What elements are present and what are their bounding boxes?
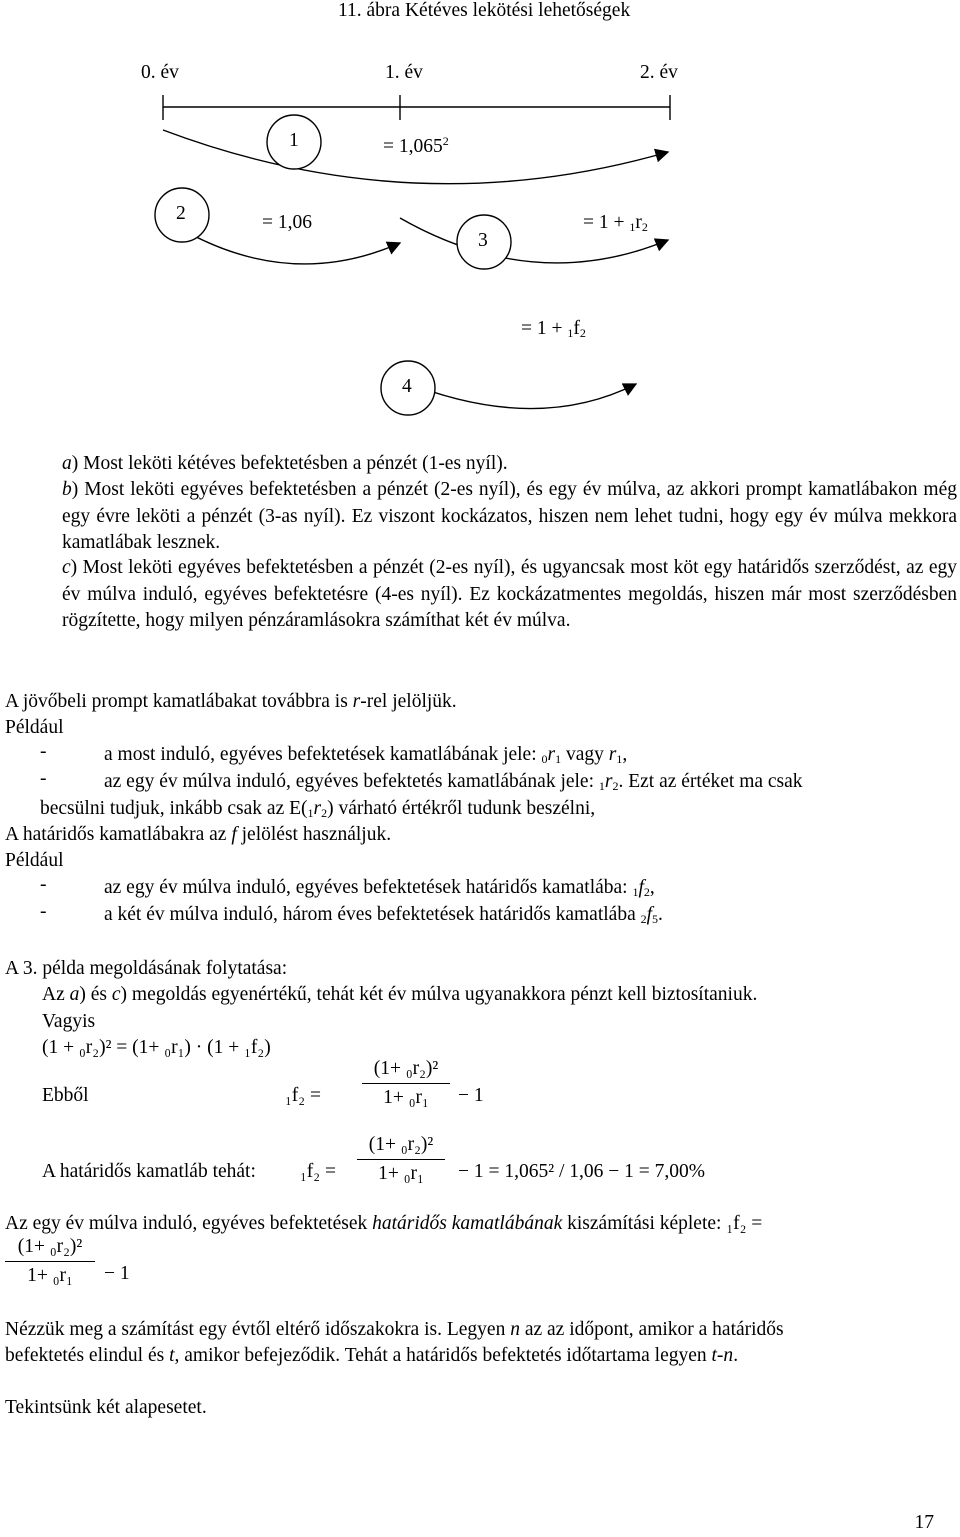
last-paragraph-line-2: befektetés elindul és t, amikor befejeződik. Tehát a határidős befektetés időtartama legyen t-n. [5,1345,739,1366]
forward-rate-lhs-2: ₁f₂ = [300,1161,336,1182]
solution-paragraph-1: Az a) és c) megoldás egyenértékű, tehát két év múlva ugyanakkora pénzt kell biztosítaniuk. [42,984,758,1005]
year-label-2: 2. év [640,62,678,83]
node-label-1: 1 [289,130,299,151]
timeline [163,95,670,120]
general-formula-text: Az egy év múlva induló, egyéves befektetések határidős kamatlábának kiszámítási képlete: ₁f₂ = [5,1213,763,1234]
last-paragraph-line-1: Nézzük meg a számítást egy évtől eltérő időszakokra is. Legyen n az az időpont, amikor a határidős [5,1319,784,1340]
example-label-2: Például [5,850,64,871]
fraction-2 [357,1134,445,1185]
notation-intro: A jövőbeli prompt kamatlábakat továbbra is r-rel jelöljük. [5,691,457,712]
page-number: 17 [914,1512,934,1533]
option-a: a) Most leköti kétéves befektetésben a pénzét (1-es nyíl). [62,453,508,474]
node-label-2: 2 [176,203,186,224]
option-b: b) Most leköti egyéves befektetésben a pénzét (2-es nyíl), és egy év múlva, az akkori prompt kamatlábakon még egy évre leköti a pénzét (3-as nyíl). Ez viszont kockázatos, hiszen nem lehet tudni, hogy egy év múlva mekkora kamatlábak lesznek. [62,479,957,553]
vagyis-label: Vagyis [42,1011,96,1032]
fraction-3-denominator: 1+ ₀r₁ [27,1265,73,1286]
dash: - [40,874,47,895]
figure-title: 11. ábra Kétéves lekötési lehetőségek [338,0,631,21]
main-equation: (1 + ₀r₂)² = (1+ ₀r₁) · (1 + ₁f₂) [42,1037,271,1058]
notation-item-2: az egy év múlva induló, egyéves befektetés kamatlábának jele: $_1r_2$. Ezt az értéket ma csak [104,771,803,793]
equation-arrow-4: = $1 + _1f_2$ [521,318,586,340]
forward-rate-result-label: A határidős kamatláb tehát: [42,1161,256,1182]
forward-rate-notation: A határidős kamatlábakra az f jelölést használjuk. [5,824,392,845]
dash: - [40,741,47,762]
fraction-bar [362,1083,450,1084]
notation-item-2-cont: becsülni tudjuk, inkább csak az $E(_1r_2)$ várható értékről tudunk beszélni, [40,798,596,820]
notation-item-1: a most induló, egyéves befektetések kamatlábának jele: $_0r_1$ vagy $r_1$, [104,744,628,766]
fraction-1 [362,1058,450,1109]
fraction-1-denominator: 1+ ₀r₁ [383,1087,429,1108]
example-label-1: Például [5,717,64,738]
year-label-0: 0. év [141,62,179,83]
fraction-2-denominator: 1+ ₀r₁ [378,1163,424,1184]
two-cases-sentence: Tekintsünk két alapesetet. [5,1397,207,1418]
dash: - [40,768,47,789]
notation-item-4: a két év múlva induló, három éves befektetések határidős kamatlába $_2f_5$. [104,904,663,926]
year-label-1: 1. év [385,62,423,83]
notation-item-3: az egy év múlva induló, egyéves befektetések határidős kamatlába: $_1f_2$, [104,877,655,899]
fraction-2-numerator: (1+ ₀r₂)² [368,1134,434,1155]
forward-rate-lhs-1: ₁f₂ = [285,1085,321,1106]
ebbol-label: Ebből [42,1085,89,1106]
node-label-4: 4 [402,376,412,397]
solution-heading: A 3. példa megoldásának folytatása: [5,958,288,979]
minus-one-1: − 1 [458,1085,484,1106]
fraction-3 [5,1236,95,1287]
equation-arrow-3: = $1 + _1r_2$ [583,212,648,234]
forward-rate-result: − 1 = 1,065² / 1,06 − 1 = 7,00% [458,1161,705,1182]
equation-arrow-1: = $1,065^2$ [383,134,449,157]
fraction-bar [357,1159,445,1160]
fraction-1-numerator: (1+ ₀r₂)² [373,1058,439,1079]
fraction-bar [5,1261,95,1262]
option-c: c) Most leköti egyéves befektetésben a pénzét (2-es nyíl), és ugyancsak most köt egy határidős szerződést, az egy év múlva induló, egyéves befektetésre (4-es nyíl). Ez kockázatmentes megoldás, hiszen már most szerződésben rögzítette, hogy milyen pénzáramlásokra számíthat két év múlva. [62,557,957,631]
equation-arrow-2: = 1,06 [262,212,312,233]
fraction-3-numerator: (1+ ₀r₂)² [17,1236,83,1257]
minus-one-3: − 1 [104,1263,130,1284]
node-label-3: 3 [478,230,488,251]
dash: - [40,901,47,922]
